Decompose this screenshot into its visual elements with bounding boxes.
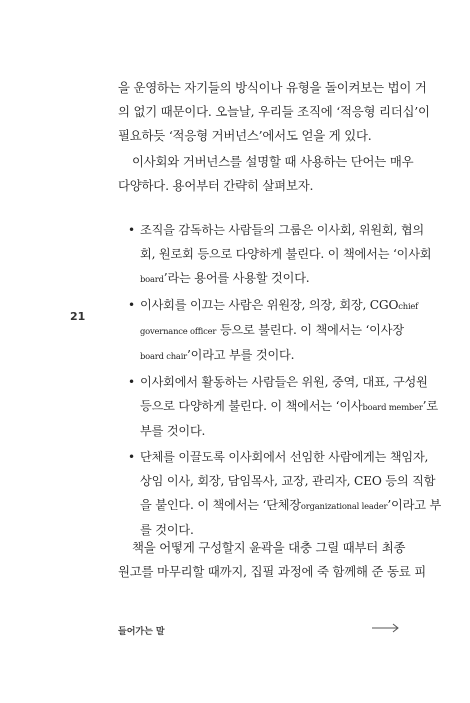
list-line (140, 293, 419, 318)
list-item (128, 293, 419, 368)
english-term: chief (398, 301, 419, 311)
list-line: 회, 원로회 등으로 다양하게 불린다. 이 책에서는 ‘이사회 (140, 247, 432, 261)
right-arrow-icon (372, 622, 400, 634)
paragraph-line: 다양하다. 용어부터 간략히 살펴보자. (118, 178, 314, 193)
paragraph-line: 을 운영하는 자기들의 방식이나 유형을 돌이켜보는 법이 거 (118, 80, 427, 95)
paragraph-line: 이사회와 거버넌스를 설명할 때 사용하는 단어는 매우 (132, 154, 414, 169)
english-term: board chair (140, 351, 187, 361)
list-line-text: 을 붙인다. 이 책에서는 ‘단체장 (140, 498, 301, 512)
list-line (140, 318, 402, 343)
list-line (140, 394, 438, 419)
list-line (140, 343, 402, 368)
list-line-text: ’로 (422, 399, 438, 413)
bullet-icon: • (128, 375, 135, 389)
list-item (128, 218, 432, 291)
terminology-list (128, 218, 442, 544)
bullet-icon: • (128, 223, 135, 237)
list-line-text: 이사회를 이끄는 사람은 위원장, 의장, 회장, CGO (140, 298, 399, 312)
list-line-text: ’이라고 부를 것이다. (186, 348, 295, 362)
paragraph-line: 책을 어떻게 구성할지 윤곽을 대충 그릴 때부터 최종 (132, 540, 406, 555)
paragraph-line: 원고를 마무리할 때까지, 집필 과정에 죽 함께해 준 동료 피 (118, 564, 427, 579)
paragraph-2 (118, 150, 414, 198)
list-line-text: ’이라고 부 (387, 498, 442, 512)
list-line: 부를 것이다. (140, 424, 206, 438)
list-item (128, 445, 442, 542)
list-line: 조직을 감독하는 사람들의 그룹은 이사회, 위원회, 협의 (140, 223, 425, 237)
page-number: 21 (70, 310, 86, 323)
bullet-icon: • (128, 450, 135, 464)
paragraph-3 (118, 536, 427, 584)
list-line-text: ’라는 용어를 사용할 것이다. (163, 271, 310, 285)
running-footer-title: 들어가는 말 (118, 627, 165, 637)
list-line: 상임 이사, 회장, 담임목사, 교장, 관리자, CEO 등의 직함 (140, 474, 436, 488)
paragraph-line: 필요하듯 ‘적응형 거버넌스’에서도 얻을 게 있다. (118, 128, 372, 143)
list-line-text: 등으로 다양하게 불린다. 이 책에서는 ‘이사 (140, 399, 363, 413)
list-item (128, 370, 438, 443)
english-term: board member (362, 402, 423, 412)
english-term: governance officer (140, 326, 217, 336)
list-line: 단체를 이끌도록 이사회에서 선임한 사람에게는 책임자, (140, 450, 429, 464)
list-line: 를 것이다. (140, 523, 194, 537)
paragraph-line: 의 없기 때문이다. 오늘날, 우리들 조직에 ‘적응형 리더십’이 (118, 104, 430, 119)
list-line: 이사회에서 활동하는 사람들은 위원, 중역, 대표, 구성원 (140, 375, 428, 389)
list-line-text: 등으로 불린다. 이 책에서는 ‘이사장 (216, 323, 404, 337)
list-line (140, 266, 402, 291)
list-line (140, 493, 442, 518)
english-term: organizational leader (300, 501, 388, 511)
paragraph-1 (118, 76, 430, 148)
bullet-icon: • (128, 298, 135, 312)
english-term: board (140, 274, 164, 284)
